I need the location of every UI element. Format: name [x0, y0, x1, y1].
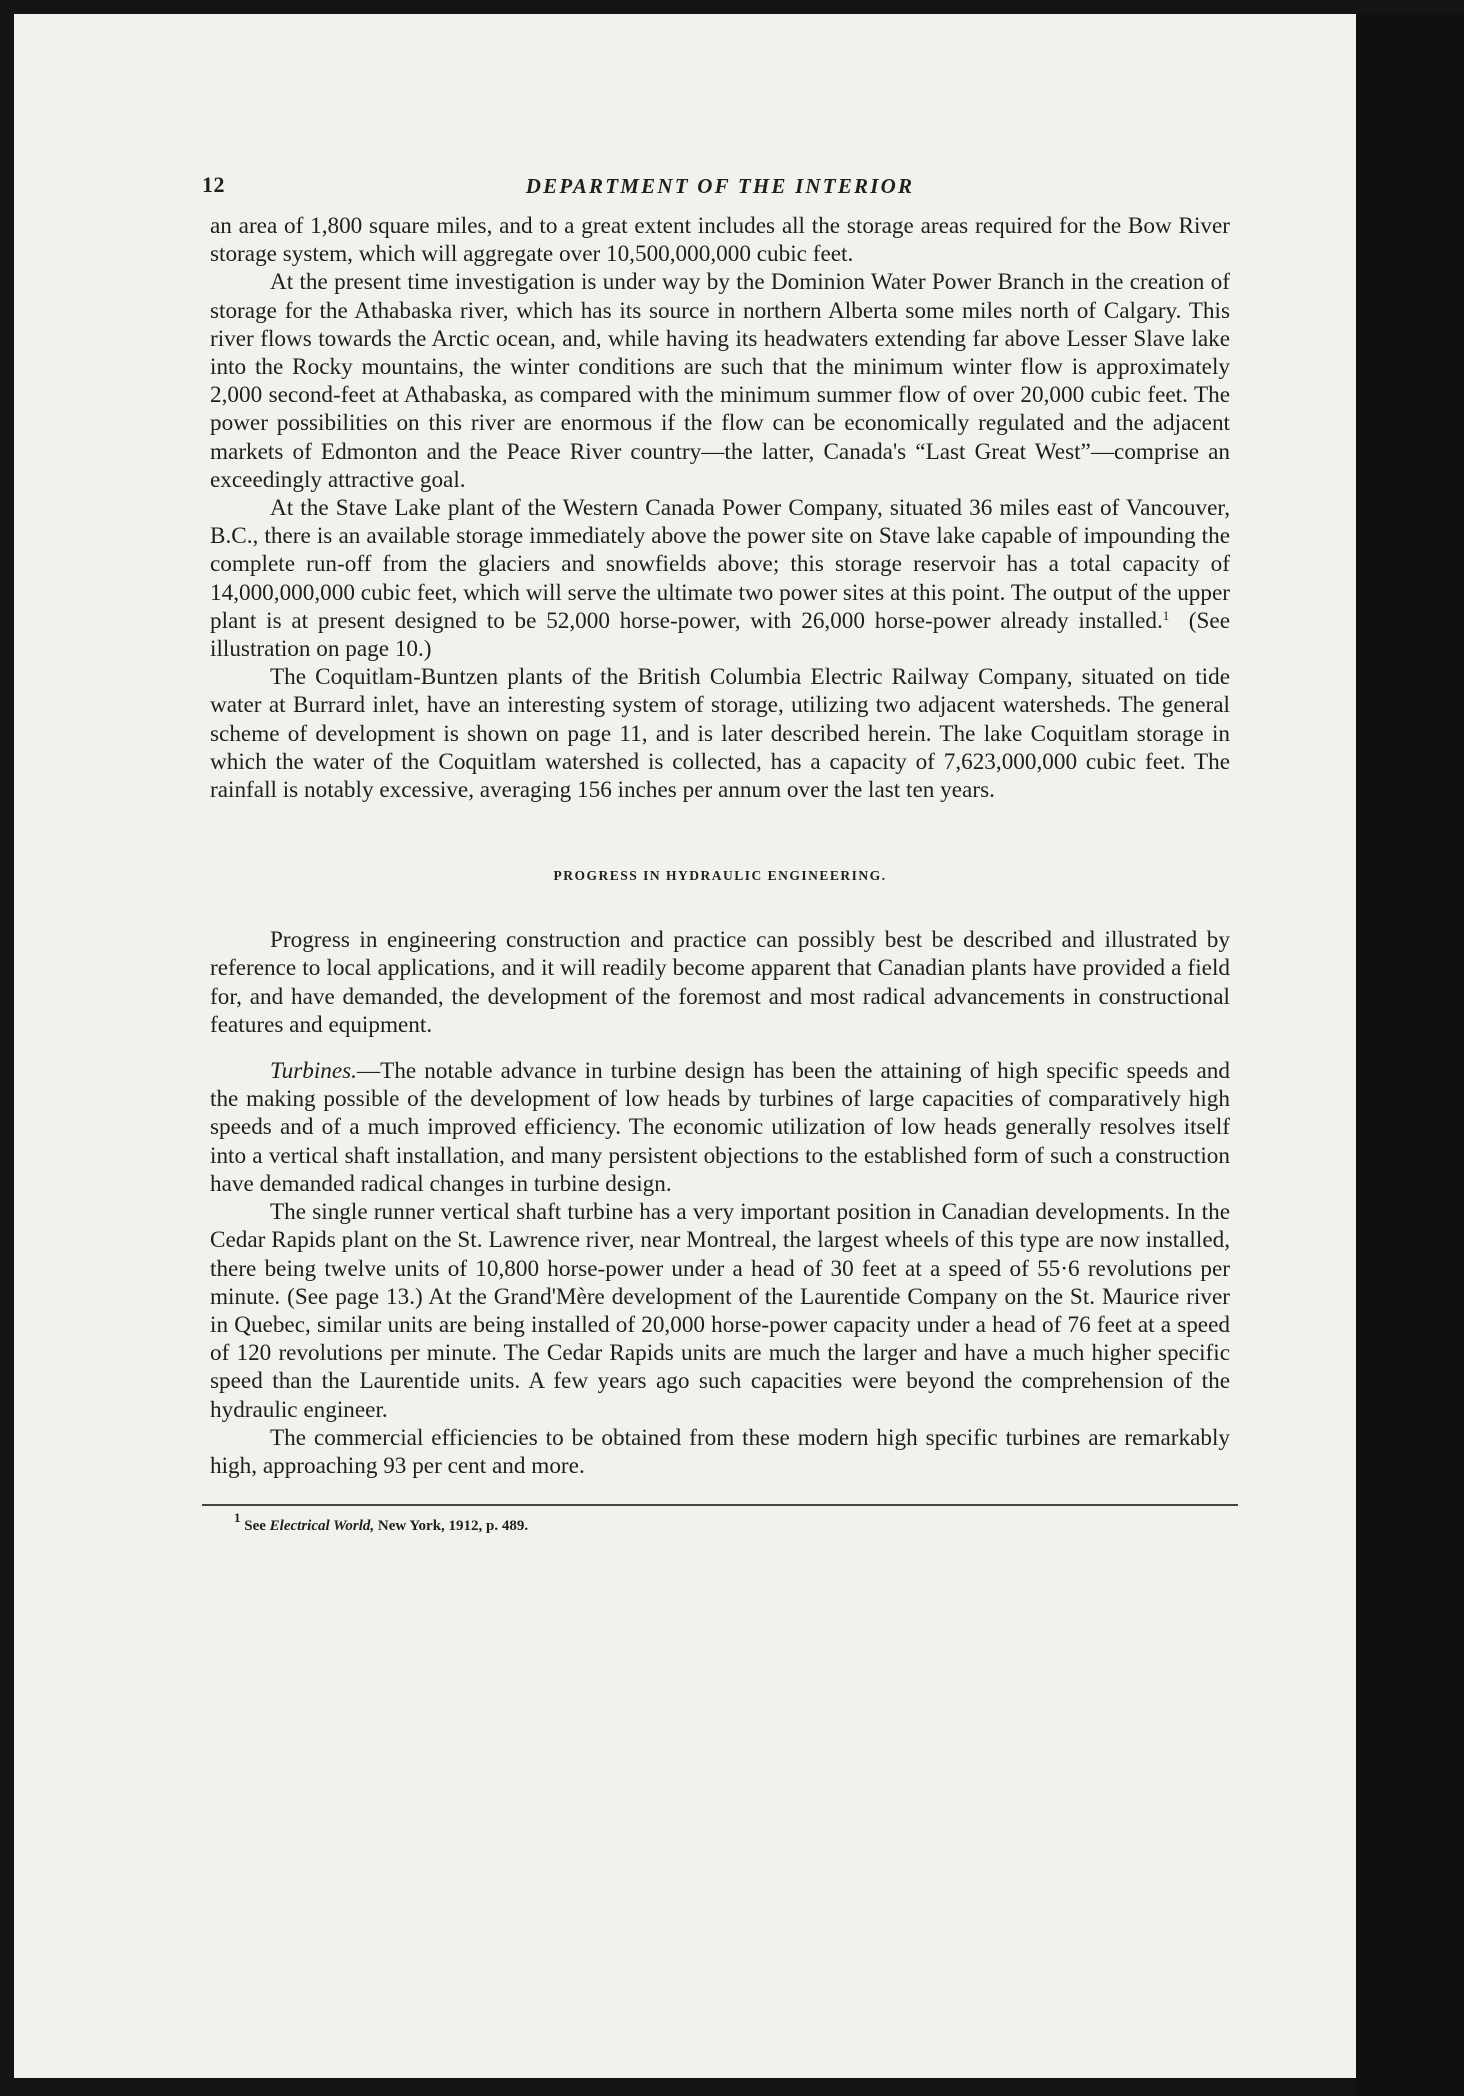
- paragraph: The single runner vertical shaft turbine has a very important position in Canadian developments. In the Cedar Rapids plant on the St. Lawrence river, near Montreal, the largest wheels of this type are now installed, there being twelve units of 10,800 horse-power under a head of 30 feet at a speed of 55·6 revolutions per minute. (See page 13.) At the Grand'Mère development of the Laurentide Company on the St. Maurice river in Quebec, similar units are being installed of 20,000 horse-power capacity under a head of 76 feet at a speed of 120 revolutions per minute. The Cedar Rapids units are much the larger and have a much higher specific speed than the Laurentide units. A few years ago such capacities were beyond the comprehension of the hydraulic engineer.: [210, 1199, 1230, 1423]
- paragraph: The commercial efficiencies to be obtained from these modern high specific turbines are remarkably high, approaching 93 per cent and more.: [210, 1424, 1230, 1479]
- paragraph: Progress in engineering construction and practice can possibly best be described and illustrated by reference to local applications, and it will readily become apparent that Canadian plants have provided a field for, and have demanded, the development of the foremost and most radical advancements in constructional features and equipment.: [210, 927, 1230, 1038]
- page-content: [202, 172, 1230, 1535]
- paragraph: an area of 1,800 square miles, and to a great extent includes all the storage areas required for the Bow River storage system, which will aggregate over 10,500,000,000 cubic feet.: [210, 213, 1230, 268]
- facing-page-edge: [1356, 14, 1464, 2096]
- footnote: [234, 1510, 1230, 1535]
- paragraph-text: At the Stave Lake plant of the Western Canada Power Company, situated 36 miles east of Vancouver, B.C., there is an available storage immediately above the power site on Stave lake capable of impounding the complete run-off from the glaciers and snowfields above; this storage reservoir has a total capacity of 14,000,000,000 cubic feet, which will serve the ultimate two power sites at this point. The output of the upper plant is at present designed to be 52,000 horse-power, with 26,000 horse-power already installed.: [210, 495, 1230, 634]
- illustration-reference: (See illustration on page 10.): [210, 607, 1230, 663]
- turbines-lead: Turbines.: [270, 1058, 357, 1085]
- footnote-pre: See: [244, 1518, 266, 1535]
- page-header: [202, 172, 1230, 212]
- body-text: [210, 212, 1230, 1535]
- footnote-reference: 1: [1162, 607, 1170, 623]
- footnote-post: New York, 1912, p. 489.: [377, 1518, 529, 1535]
- paragraph: [210, 494, 1230, 663]
- running-head: DEPARTMENT OF THE INTERIOR: [525, 174, 915, 198]
- paragraph: [210, 1057, 1230, 1198]
- paragraph: The Coquitlam-Buntzen plants of the British Columbia Electric Railway Company, situated on tide water at Burrard inlet, have an interesting system of storage, utilizing two adjacent watersheds. The general scheme of development is shown on page 11, and is later described herein. The lake Coquitlam storage in which the water of the Coquitlam watershed is collected, has a capacity of 7,623,000,000 cubic feet. The rainfall is notably excessive, averaging 156 inches per annum over the last ten years.: [210, 664, 1230, 804]
- paragraph-text: At the present time investigation is under way by the Dominion Water Power Branch in the creation of storage for the Athabaska river, which has its source in northern Alberta some miles north of Calgary. This river flows towards the Arctic ocean, and, while having its headwaters extending far above Lesser Slave lake into the Rocky mountains, the winter conditions are such that the minimum winter flow is approximately 2,000 second-feet at Athabaska, as compared with the minimum summer flow of over 20,000 cubic feet. The power possibilities on this river are enormous if the flow can be economically regulated and the adjacent markets of Edmonton and the Peace River country—the latter, Canada's “Last Great West”—comprise an exceedingly attractive goal.: [210, 269, 1230, 493]
- paragraph-text: —The notable advance in turbine design has been the attaining of high specific speeds and the making possible of the development of low heads by turbines of large capacities of comparatively high speeds and of a much improved efficiency. The economic utilization of low heads generally resolves itself into a vertical shaft installation, and many persistent objections to the established form of such a construction have demanded radical changes in turbine design.: [210, 1058, 1230, 1197]
- footnote-marker: 1: [234, 1510, 241, 1526]
- footnote-rule: [202, 1504, 1238, 1506]
- paragraph: [210, 268, 1230, 494]
- footnote-title: Electrical World,: [269, 1518, 375, 1535]
- page-number: 12: [202, 172, 225, 197]
- section-heading: PROGRESS IN HYDRAULIC ENGINEERING.: [553, 868, 887, 884]
